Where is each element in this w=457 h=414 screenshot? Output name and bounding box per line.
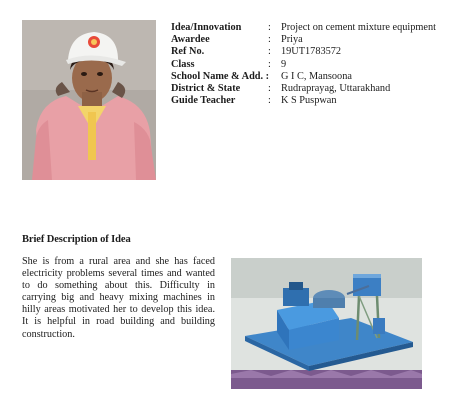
awardee-row [171, 34, 441, 46]
guide-row [171, 95, 441, 107]
guide-separator: : [268, 95, 271, 107]
project-model-photo [231, 258, 422, 389]
ref-value: 19UT1783572 [281, 46, 342, 58]
idea-label: Idea/Innovation [171, 22, 242, 33]
district-value: Rudraprayag, Uttarakhand [281, 83, 391, 95]
cement-mixer-model-image [231, 258, 422, 389]
student-photo [22, 20, 156, 180]
description-body: She is from a rural area and she has faced electricity problems several times and wanted to do something about this. Difficulty in carrying big and heavy mixing machines in hilly areas motivated her to develop this idea. It is helpful in road building and building construction. [22, 256, 215, 340]
awardee-details [171, 22, 441, 107]
description-title: Brief Description of Idea [22, 234, 131, 245]
class-separator: : [268, 58, 271, 70]
class-label: Class [171, 58, 195, 70]
ref-separator: : [268, 46, 271, 58]
school-label: School Name & Add. : [171, 70, 270, 82]
guide-label: Guide Teacher [171, 95, 236, 107]
awardee-label: Awardee [171, 34, 210, 46]
school-row [171, 71, 441, 83]
awardee-value: Priya [281, 34, 303, 46]
class-value: 9 [281, 58, 287, 70]
district-separator: : [268, 83, 271, 95]
district-row [171, 83, 441, 95]
class-row [171, 59, 441, 71]
awardee-separator: : [268, 34, 271, 46]
student-portrait-image [22, 20, 156, 180]
idea-row [171, 22, 441, 34]
idea-value: Project on cement mixture equipment [281, 22, 436, 33]
school-value: G I C, Mansoona [281, 70, 352, 82]
idea-separator: : [268, 22, 271, 33]
guide-value: K S Puspwan [281, 95, 337, 107]
ref-row [171, 46, 441, 58]
ref-label: Ref No. [171, 46, 205, 58]
district-label: District & State [171, 83, 241, 95]
